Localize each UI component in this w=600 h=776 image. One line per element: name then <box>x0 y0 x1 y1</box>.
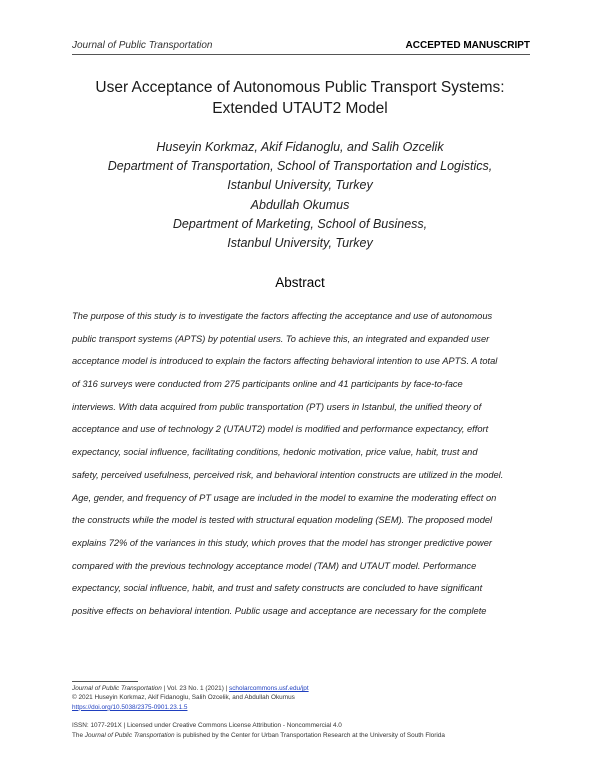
author-group-1 <box>40 138 560 195</box>
abstract-line: explains 72% of the variances in this study, which proves that the model has stronger predictive power <box>72 537 492 548</box>
abstract-line: The purpose of this study is to investigate the factors affecting the acceptance and use of autonomous <box>72 311 493 321</box>
abstract-line: safety, perceived usefulness, perceived risk, and behavioral intention constructs are utilized in the model. <box>72 469 504 480</box>
abstract-line: expectancy, social influence, facilitating conditions, hedonic motivation, price value, habit, trust and <box>72 447 478 458</box>
abstract-line: acceptance and use of technology 2 (UTAUT2) model is modified and performance expectancy, effort <box>72 424 489 435</box>
abstract-line: interviews. With data acquired from public transportation (PT) users in Istanbul, the unified theory of <box>72 401 482 412</box>
paper-title <box>40 77 560 119</box>
abstract-body <box>72 309 542 627</box>
header-journal-name: Journal of Public Transportation <box>72 40 213 51</box>
author-names: Abdullah Okumus <box>250 198 350 212</box>
doi-link[interactable]: https://doi.org/10.5038/2375-0901.23.1.5 <box>72 703 188 711</box>
footer-publisher-line <box>72 731 542 740</box>
page-footer <box>72 684 542 740</box>
footer-rule <box>72 681 138 682</box>
abstract-line: acceptance model is introduced to explain the factors affecting behavioral intention to use APTS. A total <box>72 356 498 367</box>
running-header <box>72 40 530 55</box>
abstract-line: compared with the previous technology acceptance model (TAM) and UTAUT model. Performance <box>72 560 477 571</box>
abstract-line: Age, gender, and frequency of PT usage are included in the model to examine the moderating effect on <box>72 492 497 503</box>
footer-copyright: © 2021 Huseyin Korkmaz, Akif Fidanoglu, Salih Ozcelik, and Abdullah Okumus <box>72 694 295 702</box>
affiliation-line: Istanbul University, Turkey <box>227 236 373 250</box>
accepted-manuscript-tag: ACCEPTED MANUSCRIPT <box>405 40 530 51</box>
affiliation-line: Department of Marketing, School of Business, <box>172 217 428 231</box>
abstract-line: public transport systems (APTS) by potential users. To achieve this, an integrated and expanded user <box>72 333 490 344</box>
footer-volume: | Vol. 23 No. 1 (2021) | <box>161 685 230 692</box>
author-names: Huseyin Korkmaz, Akif Fidanoglu, and Salih Ozcelik <box>156 140 444 154</box>
abstract-line: expectancy, social influence, habit, and trust and safety constructs are concluded to have significant <box>72 583 483 594</box>
affiliation-line: Istanbul University, Turkey <box>227 178 373 192</box>
author-group-2 <box>40 196 560 253</box>
publisher-suffix: is published by the Center for Urban Transportation Research at the University of South Florida <box>174 731 445 739</box>
footer-citation-line <box>72 684 542 693</box>
abstract-line: of 316 surveys were conducted from 275 participants online and 41 participants by face-to-face <box>72 379 463 390</box>
journal-site-link[interactable]: scholarcommons.usf.edu/jpt <box>229 685 309 692</box>
footer-journal-name: Journal of Public Transportation <box>72 685 162 692</box>
publisher-journal-name: Journal of Public Transportation <box>84 731 175 739</box>
abstract-line: the constructs while the model is tested with structural equation modeling (SEM). The proposed model <box>72 515 493 526</box>
abstract-heading: Abstract <box>275 275 325 290</box>
title-line-1: User Acceptance of Autonomous Public Transport Systems: <box>95 79 505 96</box>
footer-spacer <box>72 712 542 721</box>
affiliation-line: Department of Transportation, School of Transportation and Logistics, <box>107 159 493 173</box>
footer-license: ISSN: 1077-291X | Licensed under Creative Commons License Attribution - Noncommercial 4.0 <box>72 722 342 730</box>
publisher-prefix: The <box>72 731 85 739</box>
abstract-line: positive effects on behavioral intention. Public usage and acceptance are necessary for the complete <box>72 605 487 616</box>
title-line-2: Extended UTAUT2 Model <box>212 100 388 117</box>
